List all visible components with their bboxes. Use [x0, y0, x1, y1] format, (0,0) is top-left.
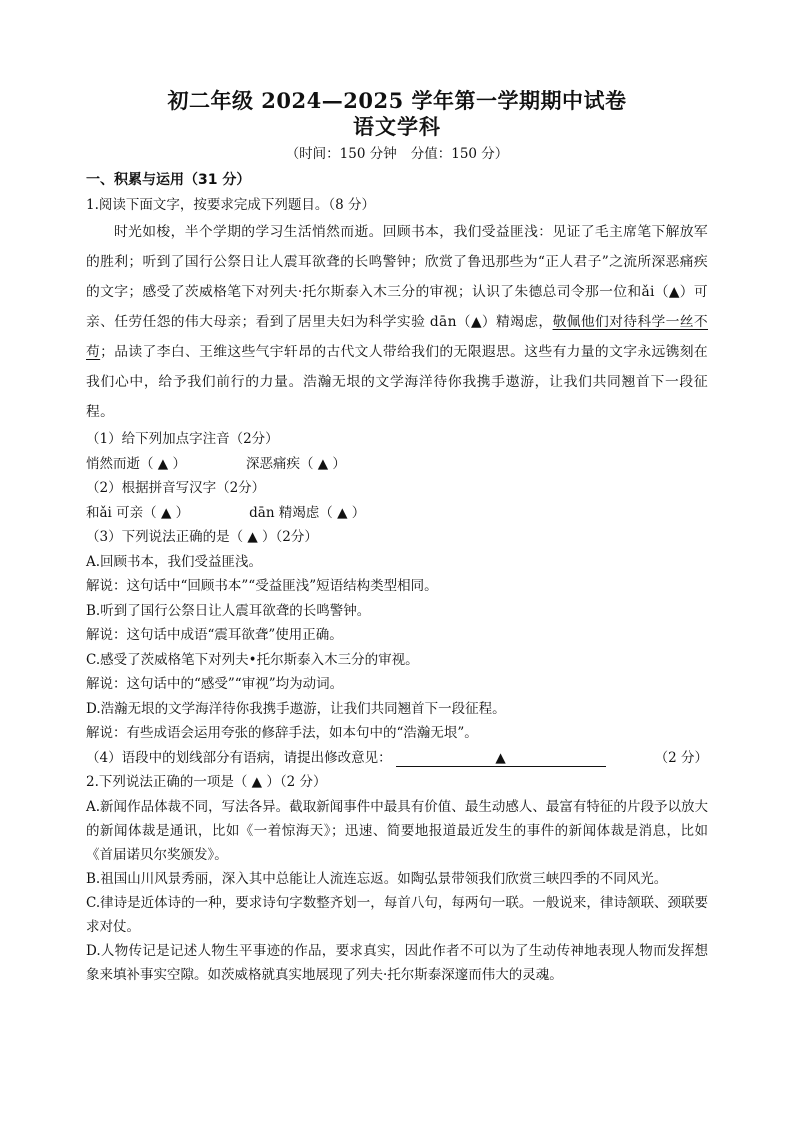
answer-blank[interactable]: ▲	[396, 750, 606, 767]
subject-title: 语文学科	[353, 114, 441, 139]
q1-sub2-item-a: 和ǎi 可亲（ ▲ ）	[86, 504, 190, 521]
q2-option-c: C.律诗是近体诗的一种，要求诗句字数整齐划一，每首八句，每两句一联。一般说来，律诗颔联、颈联要求对仗。	[86, 894, 708, 935]
q1-sub1-item-b: 深恶痛疾（ ▲ ）	[245, 455, 346, 472]
q2-option-d: D.人物传记是记述人物生平事迹的作品，要求真实，因此作者不可以为了生动传神地表现人物而发挥想象来填补事实空隙。如茨威格就真实地展现了列夫·托尔斯泰深邃而伟大的灵魂。	[86, 942, 708, 983]
reading-passage	[86, 217, 708, 427]
q2-option-b: B.祖国山川风景秀丽，深入其中总能让人流连忘返。如陶弘景带领我们欣赏三峡四季的不同风光。	[86, 870, 668, 887]
exam-score: 分值：150 分）	[410, 146, 509, 162]
q1-sub4-score: （2 分）	[654, 749, 708, 766]
q1-sub3-option-c: C.感受了茨威格笔下对列夫•托尔斯泰入木三分的审视。	[86, 651, 419, 668]
q1-sub3-explain-d: 解说：有些成语会运用夸张的修辞手法，如本句中的“浩瀚无垠”。	[86, 725, 478, 741]
exam-title: 初二年级 2024—2025 学年第一学期期中试卷	[167, 88, 627, 113]
underlined-sentence: 敬佩他们对待科学一丝不苟	[86, 314, 708, 360]
q1-sub3-explain-a: 解说：这句话中“回顾书本”“受益匪浅”短语结构类型相同。	[86, 578, 438, 594]
q1-sub3-stem: （3）下列说法正确的是（ ▲ ）（2分）	[86, 529, 318, 545]
q1-sub4-stem: （4）语段中的划线部分有语病，请提出修改意见：	[86, 749, 392, 766]
section-title: 一、积累与运用（31 分）	[86, 172, 251, 188]
q1-sub1-stem: （1）给下列加点字注音（2分）	[86, 431, 279, 447]
passage-part-2: ；品读了李白、王维这些气宇轩昂的古代文人带给我们的无限遐思。这些有力量的文字永远镌刻在我们心中，给予我们前行的力量。浩瀚无垠的文学海洋待你我携手遨游，让我们共同翘首下一段征程。	[86, 344, 708, 420]
q1-sub3-option-b: B.听到了国行公祭日让人震耳欲聋的长鸣警钟。	[86, 602, 371, 619]
q1-sub2-stem: （2）根据拼音写汉字（2分）	[86, 480, 266, 496]
passage-part-1: 时光如梭，半个学期的学习生活悄然而逝。回顾书本，我们受益匪浅：见证了毛主席笔下解放军的胜利；听到了国行公祭日让人震耳欲聋的长鸣警钟；欣赏了鲁迅那些为“正人君子”之流所深恶痛疾的文字；感受了茨威格笔下对列夫·托尔斯泰入木三分的审视；认识了朱德总司令那一位和ǎi（▲）可亲、任劳任怨的伟大母亲；看到了居里夫妇为科学实验 dān（▲）精竭虑，	[86, 224, 708, 330]
question-1-stem: 1.阅读下面文字，按要求完成下列题目。（8 分）	[86, 196, 376, 213]
q1-sub3-explain-b: 解说：这句话中成语“震耳欲聋”使用正确。	[86, 627, 343, 643]
q1-sub2-items	[86, 501, 708, 526]
q2-option-a: A.新闻作品体裁不同，写法各异。截取新闻事件中最具有价值、最生动感人、最富有特征的片段予以放大的新闻体裁是通讯，比如《一着惊海天》；迅速、简要地报道最近发生的事件的新闻体裁是消息，比如《首届诺贝尔奖颁发》。	[86, 798, 708, 863]
question-2-stem: 2.下列说法正确的一项是（ ▲ ）（2 分）	[86, 774, 327, 790]
exam-time: （时间：150 分钟	[285, 146, 397, 162]
q1-sub2-item-b: dān 精竭虑（ ▲ ）	[249, 504, 366, 521]
exam-meta	[86, 144, 708, 164]
q1-sub3-option-a: A.回顾书本，我们受益匪浅。	[86, 553, 263, 570]
q1-sub3-explain-c: 解说：这句话中的“感受”“审视”均为动词。	[86, 676, 344, 692]
q1-sub1-item-a: 悄然而逝（ ▲ ）	[86, 455, 186, 472]
q1-sub3-option-d: D.浩瀚无垠的文学海洋待你我携手遨游，让我们共同翘首下一段征程。	[86, 700, 506, 717]
q1-sub4	[86, 746, 708, 771]
q1-sub1-items	[86, 452, 708, 477]
